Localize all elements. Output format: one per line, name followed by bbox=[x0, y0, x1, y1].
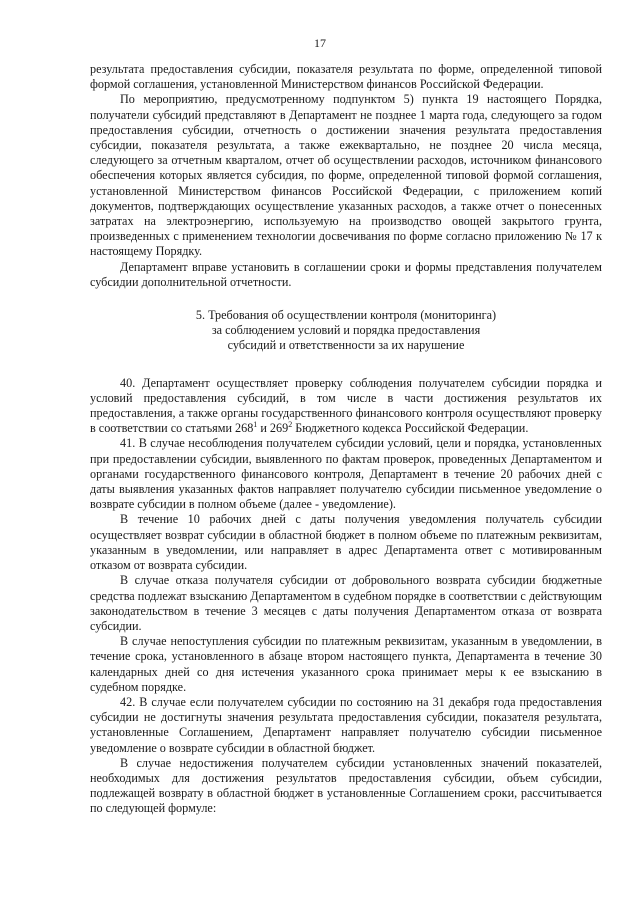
paragraph-40-text-b: и 269 bbox=[257, 421, 289, 436]
page-number: 17 bbox=[314, 36, 326, 50]
section-title-line-3: субсидий и ответственности за их нарушение bbox=[227, 338, 465, 353]
paragraph-42: 42. В случае если получателем субсидии по состоянию на 31 декабря года предоставления субсидии не достигнуты значения результата предоставления субсидии, показателя результата, установленные Соглашением, Департамент направляет получателю субсидии письменное уведомление о возврате субсидии в областной бюджет. bbox=[90, 694, 602, 755]
paragraph-40-text-a: 40. Департамент осуществляет проверку соблюдения получателем субсидии порядка и условий предоставления субсидий, в том числе в части достижения результатов их предоставления, а также органы государственного финансового контроля осуществляют проверку в соответствии со статьями 268 bbox=[90, 375, 602, 436]
paragraph-41-return: В течение 10 рабочих дней с даты получения уведомления получатель субсидии осуществляет возврат субсидии в областной бюджет в полном объеме по платежным реквизитам, указанным в уведомлении, или направляет в адрес Департамента ответ с мотивированным отказом от возврата субсидии. bbox=[90, 512, 602, 573]
paragraph-40-text-c: Бюджетного кодекса Российской Федерации. bbox=[292, 421, 529, 436]
section-title-line-1: 5. Требования об осуществлении контроля (мониторинга) bbox=[195, 308, 497, 323]
paragraph-measure-reporting: По мероприятию, предусмотренному подпунктом 5) пункта 19 настоящего Порядка, получатели субсидий представляют в Департамент не позднее 1 марта года, следующего за годом предоставления субсидии, отчетность о достижении значения результата предоставления субсидии, показателя результата, а также ежеквартально, не позднее 20 числа месяца, следующего за отчетным кварталом, отчет об осуществлении расходов, источником финансового обеспечения которых является субсидия, по форме, определенной типовой формой соглашения, установленной Министерством финансов Российской Федерации, с приложением копий документов, подтверждающих осуществление указанных расходов, а также отчет о понесенных затратах на электроэнергию, используемую на производство овощей закрытого грунта, произведенных с применением технологии досвечивания по форме согласно приложению № 17 к настоящему Порядку. bbox=[90, 92, 602, 259]
paragraph-41-nonreceipt: В случае непоступления субсидии по платежным реквизитам, указанным в уведомлении, в течение срока, установленного в абзаце втором настоящего пункта, Департамента в течение 30 календарных дней со дня истечения указанного срока принимает меры к ее взысканию в судебном порядке. bbox=[90, 634, 602, 694]
paragraph-additional-reporting: Департамент вправе установить в соглашении сроки и формы представления получателем субсидии дополнительной отчетности. bbox=[90, 259, 602, 289]
superscript-1: 1 bbox=[253, 420, 258, 430]
paragraph-40 bbox=[90, 376, 602, 437]
paragraph-41-refusal: В случае отказа получателя субсидии от добровольного возврата субсидии бюджетные средства подлежат взысканию Департаментом в судебном порядке в соответствии с действующим законодательством в течение 3 месяцев с даты получения Департаментом отказа от возврата субсидии. bbox=[90, 573, 602, 633]
document-body bbox=[90, 62, 602, 817]
section-title-line-2: за соблюдением условий и порядка предоставления bbox=[211, 323, 481, 338]
section-title bbox=[90, 308, 602, 354]
paragraph-42-formula-intro: В случае недостижения получателем субсидии установленных значений показателей, необходимых для достижения результатов предоставления субсидии, объем субсидии, подлежащей возврату в областной бюджет в установленные Соглашением сроки, рассчитывается по следующей формуле: bbox=[90, 755, 602, 816]
paragraph-continued: результата предоставления субсидии, показателя результата по форме, определенной типовой формой соглашения, установленной Министерством финансов Российской Федерации. bbox=[90, 62, 602, 92]
paragraph-41: 41. В случае несоблюдения получателем субсидии условий, цели и порядка, установленных при предоставлении субсидии, выявленного по фактам проверок, проведенных Департаментом и органами государственного финансового контроля, Департамент в течение 20 рабочих дней с даты выявления указанных фактов направляет получателю субсидии письменное уведомление о возврате субсидии в полном объеме (далее - уведомление). bbox=[90, 436, 602, 512]
superscript-2: 2 bbox=[288, 420, 293, 430]
